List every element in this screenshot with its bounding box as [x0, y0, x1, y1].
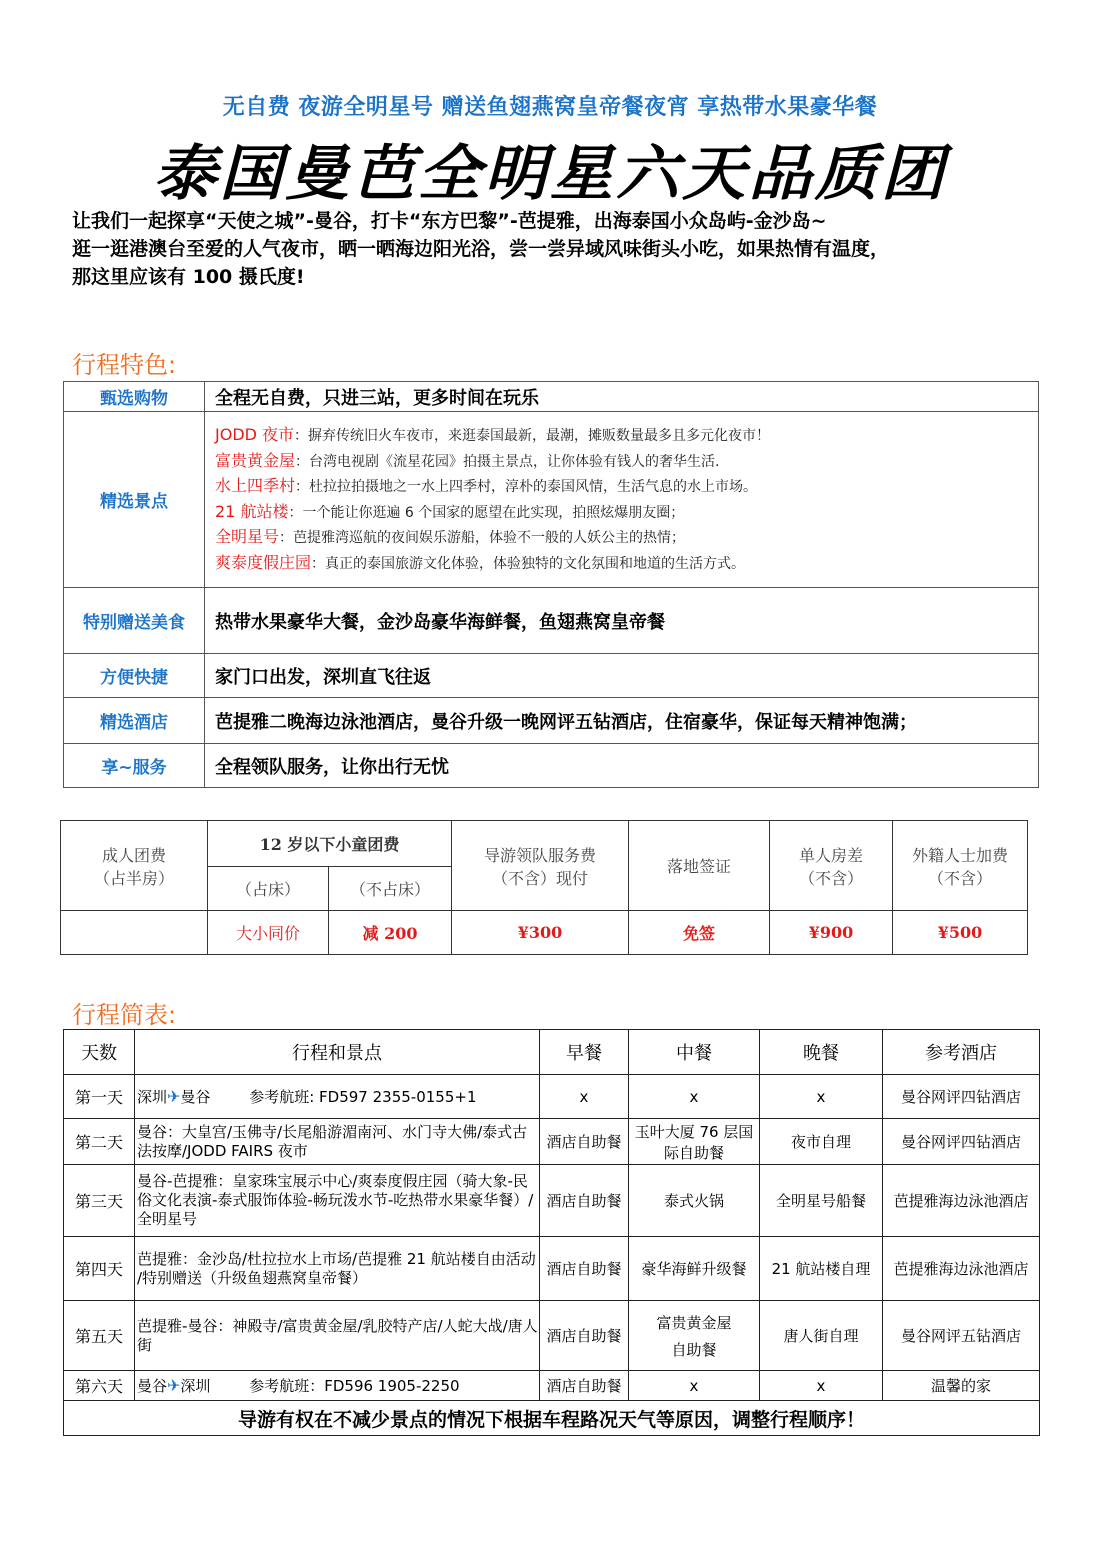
header-label: 单人房差 [798, 845, 863, 865]
table-row [64, 744, 1039, 788]
sight-desc: ：摒弃传统旧火车夜市，来逛泰国最新，最潮，摊贩数量最多且多元化夜市！ [294, 428, 771, 444]
flight-info: 参考航班：FD596 1905-2250 [249, 1376, 460, 1395]
sight-desc: ：台湾电视剧《流星花园》拍摄主景点，让你体验有钱人的奢华生活. [295, 453, 720, 470]
route-from: 深圳 [137, 1087, 168, 1106]
price-visa: 免签 [629, 911, 770, 955]
feature-category: 精选景点 [64, 412, 205, 588]
dinner: 21 航站楼自理 [760, 1237, 883, 1301]
sight-item [215, 551, 1038, 577]
col-header-lunch: 中餐 [629, 1030, 760, 1075]
price-header-child-nobed: （不占床） [329, 867, 452, 911]
breakfast: 酒店自助餐 [540, 1371, 629, 1401]
tagline: 无自费 夜游全明星号 赠送鱼翅燕窝皇帝餐夜宵 享热带水果豪华餐 [222, 95, 878, 120]
price-table [60, 820, 1028, 955]
price-header-visa: 落地签证 [629, 821, 770, 911]
table-row [64, 1119, 1040, 1165]
day-route [135, 1075, 540, 1119]
sight-item [215, 500, 1038, 526]
route-to: 曼谷 [180, 1087, 211, 1106]
airplane-icon: ✈ [167, 1086, 181, 1106]
lunch: 玉叶大厦 76 层国际自助餐 [629, 1119, 760, 1165]
feature-category: 享~服务 [64, 744, 205, 788]
hotel: 温馨的家 [883, 1371, 1040, 1401]
sight-item [215, 525, 1038, 551]
price-guide: ¥300 [452, 911, 629, 955]
intro-line: 那这里应该有 100 摄氏度! [72, 266, 305, 288]
sight-name: 富贵黄金屋 [215, 450, 296, 470]
table-row [64, 1401, 1040, 1436]
header-sublabel: （不含） [798, 868, 863, 888]
dinner: x [760, 1371, 883, 1401]
table-row [64, 382, 1039, 412]
sight-name: 21 航站楼 [215, 501, 289, 521]
price-foreign: ¥500 [893, 911, 1028, 955]
hotel: 曼谷网评四钻酒店 [883, 1119, 1040, 1165]
intro-text [72, 207, 1032, 291]
day-route: 芭提雅：金沙岛/杜拉拉水上市场/芭提雅 21 航站楼自由活动 /特别赠送（升级鱼翅燕窝皇帝餐） [135, 1237, 540, 1301]
feature-text: 全程领队服务，让你出行无忧 [205, 744, 1039, 788]
feature-category: 方便快捷 [64, 654, 205, 698]
feature-text: 全程无自费，只进三站，更多时间在玩乐 [205, 382, 1039, 412]
table-row [64, 1075, 1040, 1119]
page-title: 泰国曼芭全明星六天品质团 [153, 139, 947, 209]
sight-item [215, 423, 1038, 449]
sight-desc: ：一个能让你逛遍 6 个国家的愿望在此实现，拍照炫爆朋友圈； [288, 504, 685, 521]
breakfast: 酒店自助餐 [540, 1165, 629, 1237]
lunch: x [629, 1075, 760, 1119]
feature-text: 家门口出发，深圳直飞往返 [205, 654, 1039, 698]
sight-name: 爽泰度假庄园 [215, 552, 312, 572]
table-row [64, 1371, 1040, 1401]
sight-item [215, 449, 1038, 475]
intro-line: 逛一逛港澳台至爱的人气夜市，晒一晒海边阳光浴，尝一尝异域风味街头小吃，如果热情有温度， [72, 238, 890, 260]
table-row [61, 911, 1028, 955]
price-child-bed: 大小同价 [208, 911, 329, 955]
sight-name: 全明星号 [215, 527, 280, 546]
feature-category: 特别赠送美食 [64, 588, 205, 654]
sight-desc: ：芭提雅湾巡航的夜间娱乐游船，体验不一般的人妖公主的热情； [279, 530, 686, 546]
day-label: 第五天 [64, 1301, 135, 1371]
lunch: 豪华海鲜升级餐 [629, 1237, 760, 1301]
hotel: 芭提雅海边泳池酒店 [883, 1165, 1040, 1237]
feature-text: 热带水果豪华大餐，金沙岛豪华海鲜餐，鱼翅燕窝皇帝餐 [205, 588, 1039, 654]
table-row [64, 698, 1039, 744]
breakfast: 酒店自助餐 [540, 1237, 629, 1301]
lunch-line: 自助餐 [671, 1340, 717, 1359]
col-header-route: 行程和景点 [135, 1030, 540, 1075]
table-row [64, 1030, 1040, 1075]
itinerary-table [63, 1029, 1040, 1436]
table-row [64, 412, 1039, 588]
day-label: 第四天 [64, 1237, 135, 1301]
breakfast: 酒店自助餐 [540, 1119, 629, 1165]
table-row [64, 588, 1039, 654]
price-single: ¥900 [770, 911, 893, 955]
col-header-breakfast: 早餐 [540, 1030, 629, 1075]
sight-name: JODD 夜市 [215, 425, 295, 444]
day-label: 第一天 [64, 1075, 135, 1119]
col-header-day: 天数 [64, 1030, 135, 1075]
lunch-line: 富贵黄金屋 [656, 1313, 732, 1332]
col-header-hotel: 参考酒店 [883, 1030, 1040, 1075]
sight-desc: ：杜拉拉拍摄地之一水上四季村，淳朴的泰国风情，生活气息的水上市场。 [295, 479, 758, 495]
header-sublabel: （不含） [927, 868, 992, 888]
itinerary-section-title: 行程简表: [72, 1001, 177, 1029]
features-table [63, 381, 1039, 788]
col-header-dinner: 晚餐 [760, 1030, 883, 1075]
price-header-child: 12 岁以下小童团费 [208, 821, 452, 867]
header-label: 外籍人士加费 [911, 845, 1008, 865]
price-header-adult [61, 821, 208, 911]
price-header-foreign [893, 821, 1028, 911]
table-row [64, 1165, 1040, 1237]
breakfast: 酒店自助餐 [540, 1301, 629, 1371]
price-header-child-bed: （占床） [208, 867, 329, 911]
price-header-single [770, 821, 893, 911]
sight-item [215, 474, 1038, 500]
lunch [629, 1301, 760, 1371]
day-label: 第六天 [64, 1371, 135, 1401]
lunch: x [629, 1371, 760, 1401]
header-label: 导游领队服务费 [483, 845, 596, 865]
features-section-title: 行程特色: [72, 351, 177, 379]
route-from: 曼谷 [137, 1376, 168, 1395]
dinner: 唐人街自理 [760, 1301, 883, 1371]
header-sublabel: （不含）现付 [491, 868, 588, 888]
hotel: 曼谷网评四钻酒店 [883, 1075, 1040, 1119]
feature-text: 芭提雅二晚海边泳池酒店，曼谷升级一晚网评五钻酒店，住宿豪华，保证每天精神饱满； [205, 698, 1039, 744]
price-header-guide [452, 821, 629, 911]
day-route: 曼谷：大皇宫/玉佛寺/长尾船游湄南河、水门寺大佛/泰式古法按摩/JODD FAIRS 夜市 [135, 1119, 540, 1165]
day-route [135, 1371, 540, 1401]
sights-list [205, 412, 1039, 588]
price-adult [61, 911, 208, 955]
hotel: 曼谷网评五钻酒店 [883, 1301, 1040, 1371]
hotel: 芭提雅海边泳池酒店 [883, 1237, 1040, 1301]
day-route: 曼谷-芭提雅：皇家珠宝展示中心/爽泰度假庄园（骑大象-民俗文化表演-泰式服饰体验-畅玩泼水节-吃热带水果豪华餐）/全明星号 [135, 1165, 540, 1237]
intro-line: 让我们一起探享“天使之城”-曼谷，打卡“东方巴黎”-芭提雅，出海泰国小众岛屿-金沙岛~ [72, 210, 827, 232]
breakfast: x [540, 1075, 629, 1119]
feature-category: 精选酒店 [64, 698, 205, 744]
route-to: 深圳 [180, 1376, 211, 1395]
day-route: 芭提雅-曼谷：神殿寺/富贵黄金屋/乳胶特产店/人蛇大战/唐人街 [135, 1301, 540, 1371]
dinner: 夜市自理 [760, 1119, 883, 1165]
header-label: 成人团费 [101, 845, 166, 865]
feature-category: 甄选购物 [64, 382, 205, 412]
table-row [64, 1237, 1040, 1301]
table-row [61, 821, 1028, 867]
lunch: 泰式火锅 [629, 1165, 760, 1237]
flight-info: 参考航班: FD597 2355-0155+1 [249, 1087, 477, 1106]
sight-name: 水上四季村 [215, 476, 296, 495]
header-sublabel: （占半房） [93, 868, 174, 888]
sight-desc: ：真正的泰国旅游文化体验，体验独特的文化氛围和地道的生活方式。 [311, 555, 746, 572]
price-child-nobed: 减 200 [329, 911, 452, 955]
airplane-icon: ✈ [167, 1375, 181, 1395]
day-label: 第二天 [64, 1119, 135, 1165]
dinner: x [760, 1075, 883, 1119]
dinner: 全明星号船餐 [760, 1165, 883, 1237]
itinerary-note: 导游有权在不减少景点的情况下根据车程路况天气等原因，调整行程顺序！ [64, 1401, 1040, 1436]
day-label: 第三天 [64, 1165, 135, 1237]
table-row [64, 1301, 1040, 1371]
table-row [64, 654, 1039, 698]
